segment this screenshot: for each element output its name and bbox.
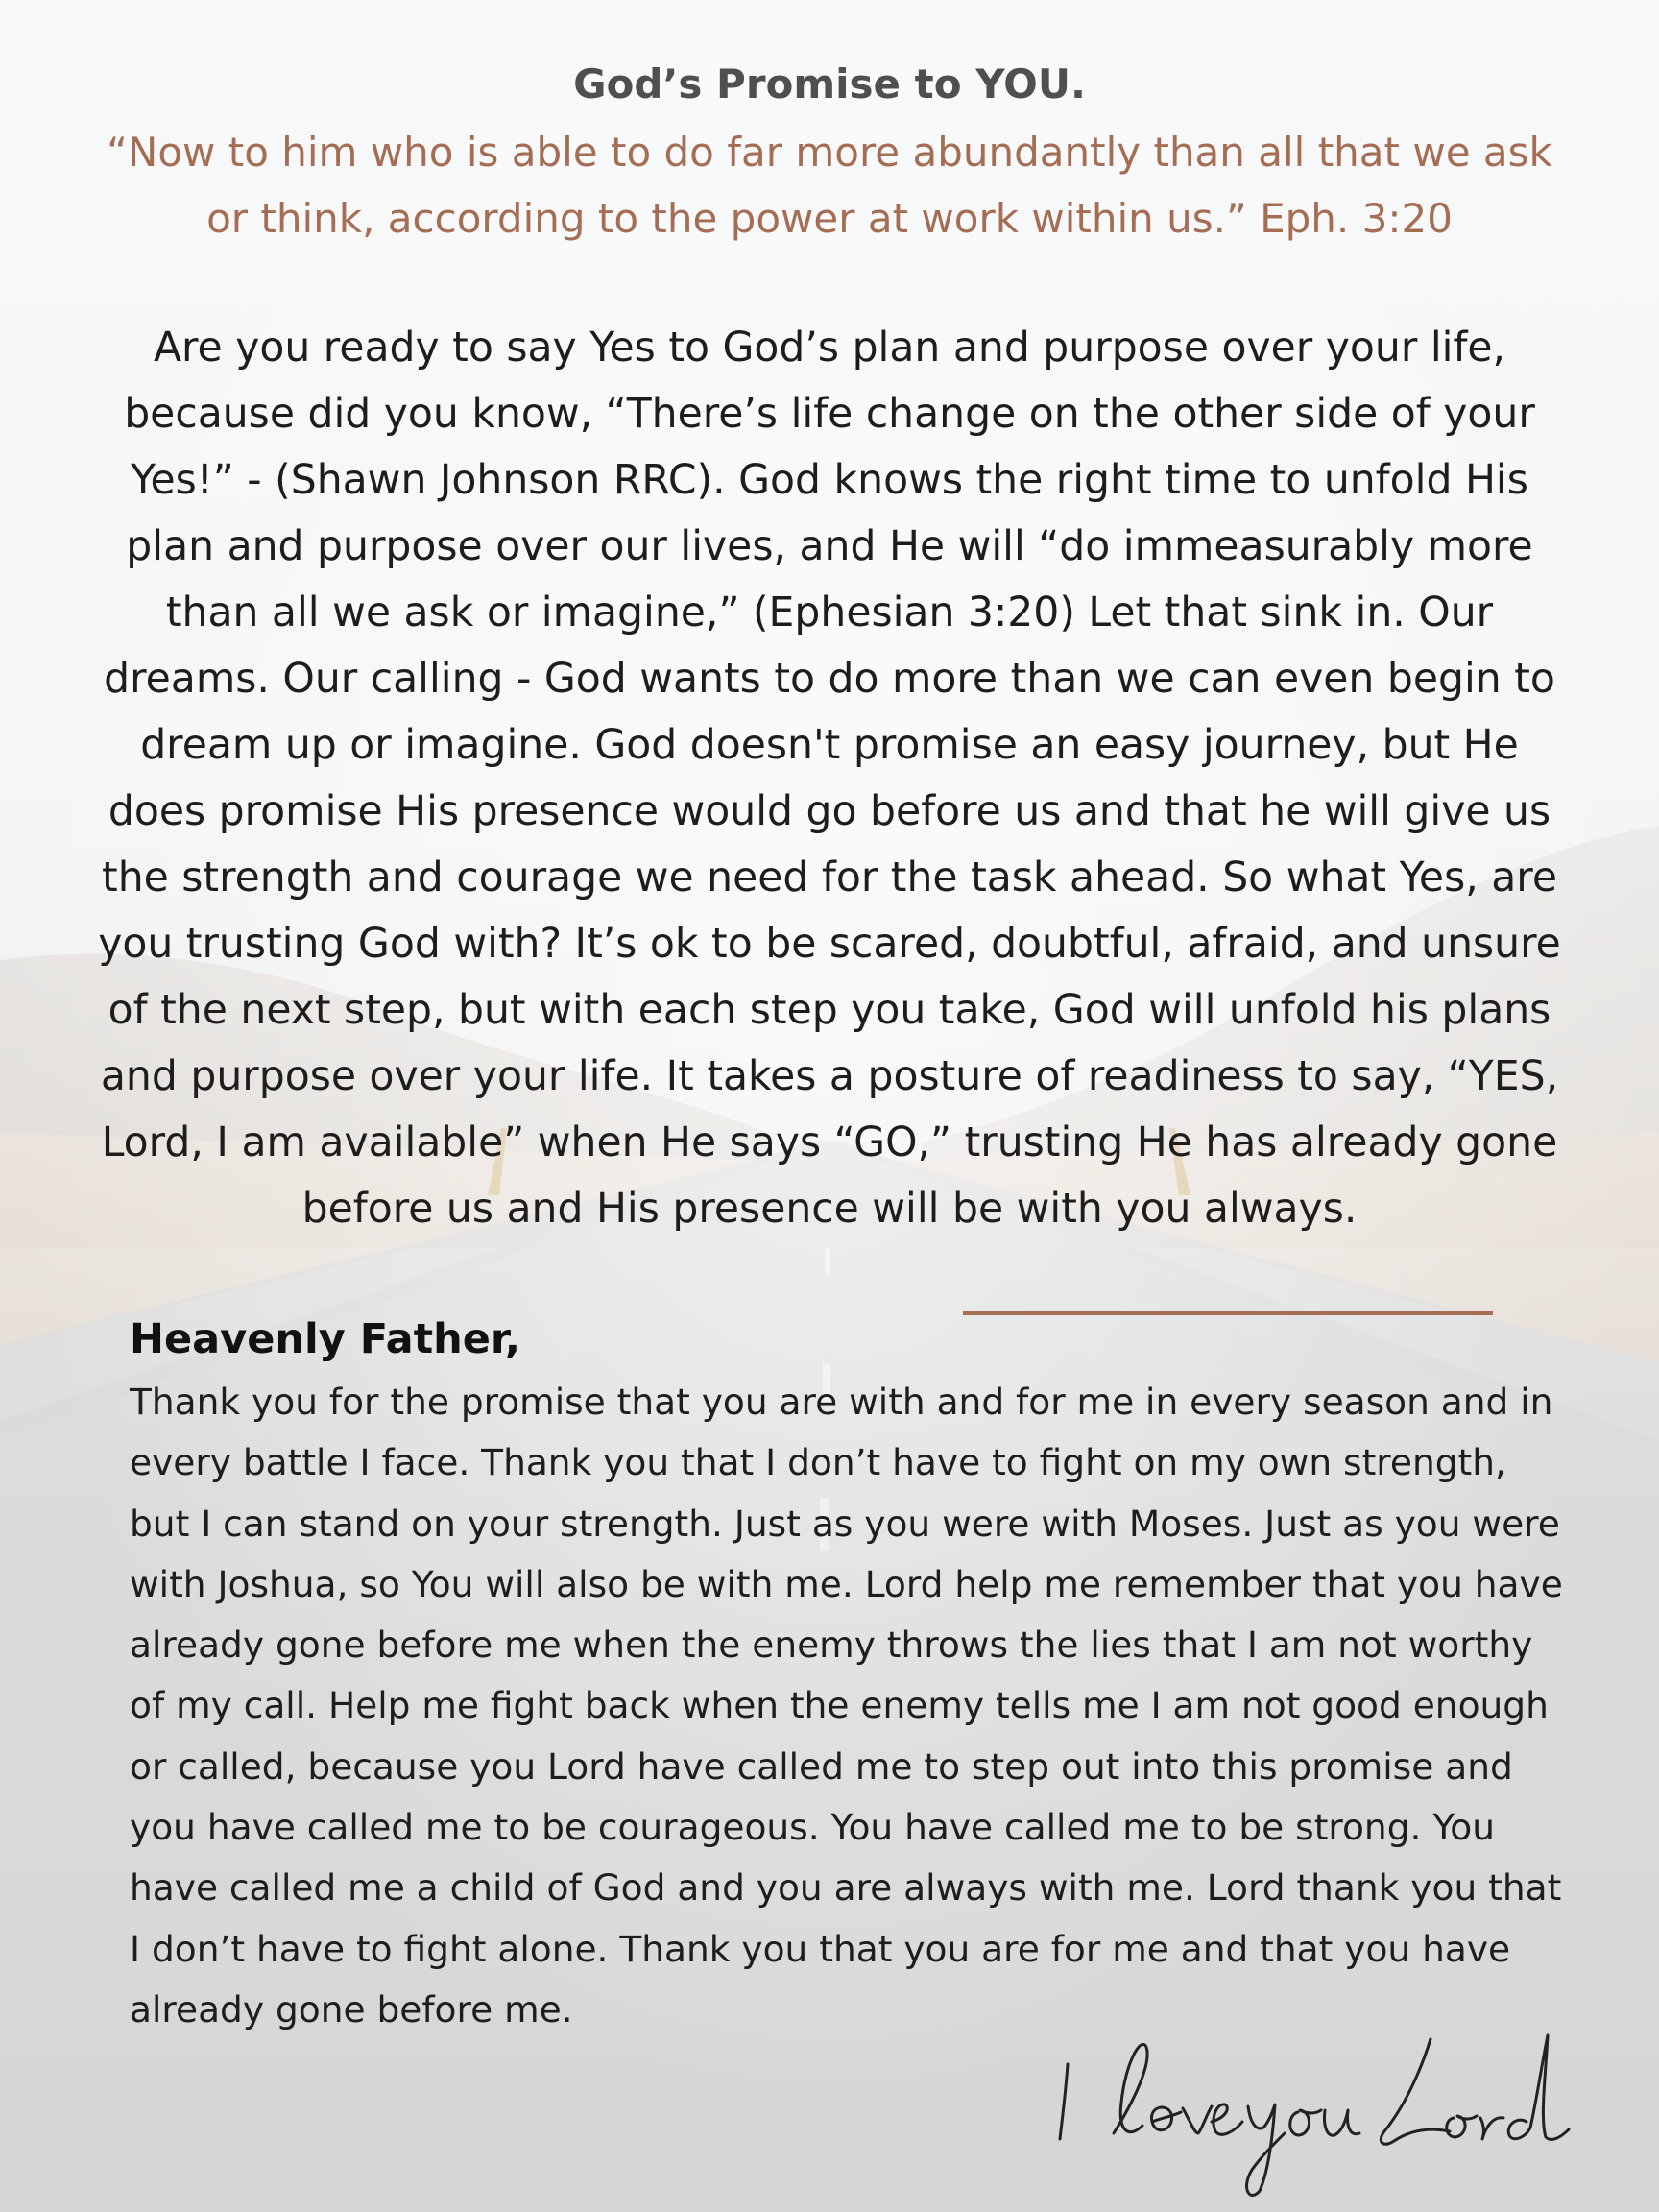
section-divider [963,1311,1493,1315]
scripture-verse: “Now to him who is able to do far more abundantly than all that we ask or think, according to the power at work within us.” Eph. 3:20 [107,129,1552,242]
prayer-text: Thank you for the promise that you are with and for me in every season and in every battle I face. Thank you that I don’t have to fight on my own strength, but I can stand on your strength. Just as you were with Moses. Just as you were with Joshua, so You will also be with me. Lord help me remember that you have already gone before me when the enemy throws the lies that I am not worthy of my call. Help me fight back when the enemy tells me I am not good enough or called, because you Lord have called me to step out into this promise and you have called me to be courageous. You have called me to be strong. You have called me a child of God and you are always with me. Lord thank you that I don’t have to fight alone. Thank you that you are for me and that you have already gone before me. [130,1381,1563,2031]
devotional-body: Are you ready to say Yes to God’s plan and purpose over your life, because did you know, “There’s life change on the other side of your Yes!” - (Shawn Johnson RRC). God knows the right time to unfold His plan and purpose over our lives, and He will “do immeasurably more than all we ask or imagine,” (Ephesian 3:20) Let that sink in. Our dreams. Our calling - God wants to do more than we can even begin to dream up or imagine. God doesn't promise an easy journey, but He does promise His presence would go before us and that he will give us the strength and courage we need for the task ahead. So what Yes, are you trusting God with? It’s ok to be scared, doubtful, afraid, and unsure of the next step, but with each step you take, God will unfold his plans and purpose over your life. It takes a posture of readiness to say, “YES, Lord, I am available” when He says “GO,” trusting He has already gone before us and His presence will be with you always. [98,325,1561,1233]
prayer-heading: Heavenly Father, [130,1315,521,1363]
page-title: God’s Promise to YOU. [573,60,1086,108]
handwritten-signature [1046,2026,1584,2208]
